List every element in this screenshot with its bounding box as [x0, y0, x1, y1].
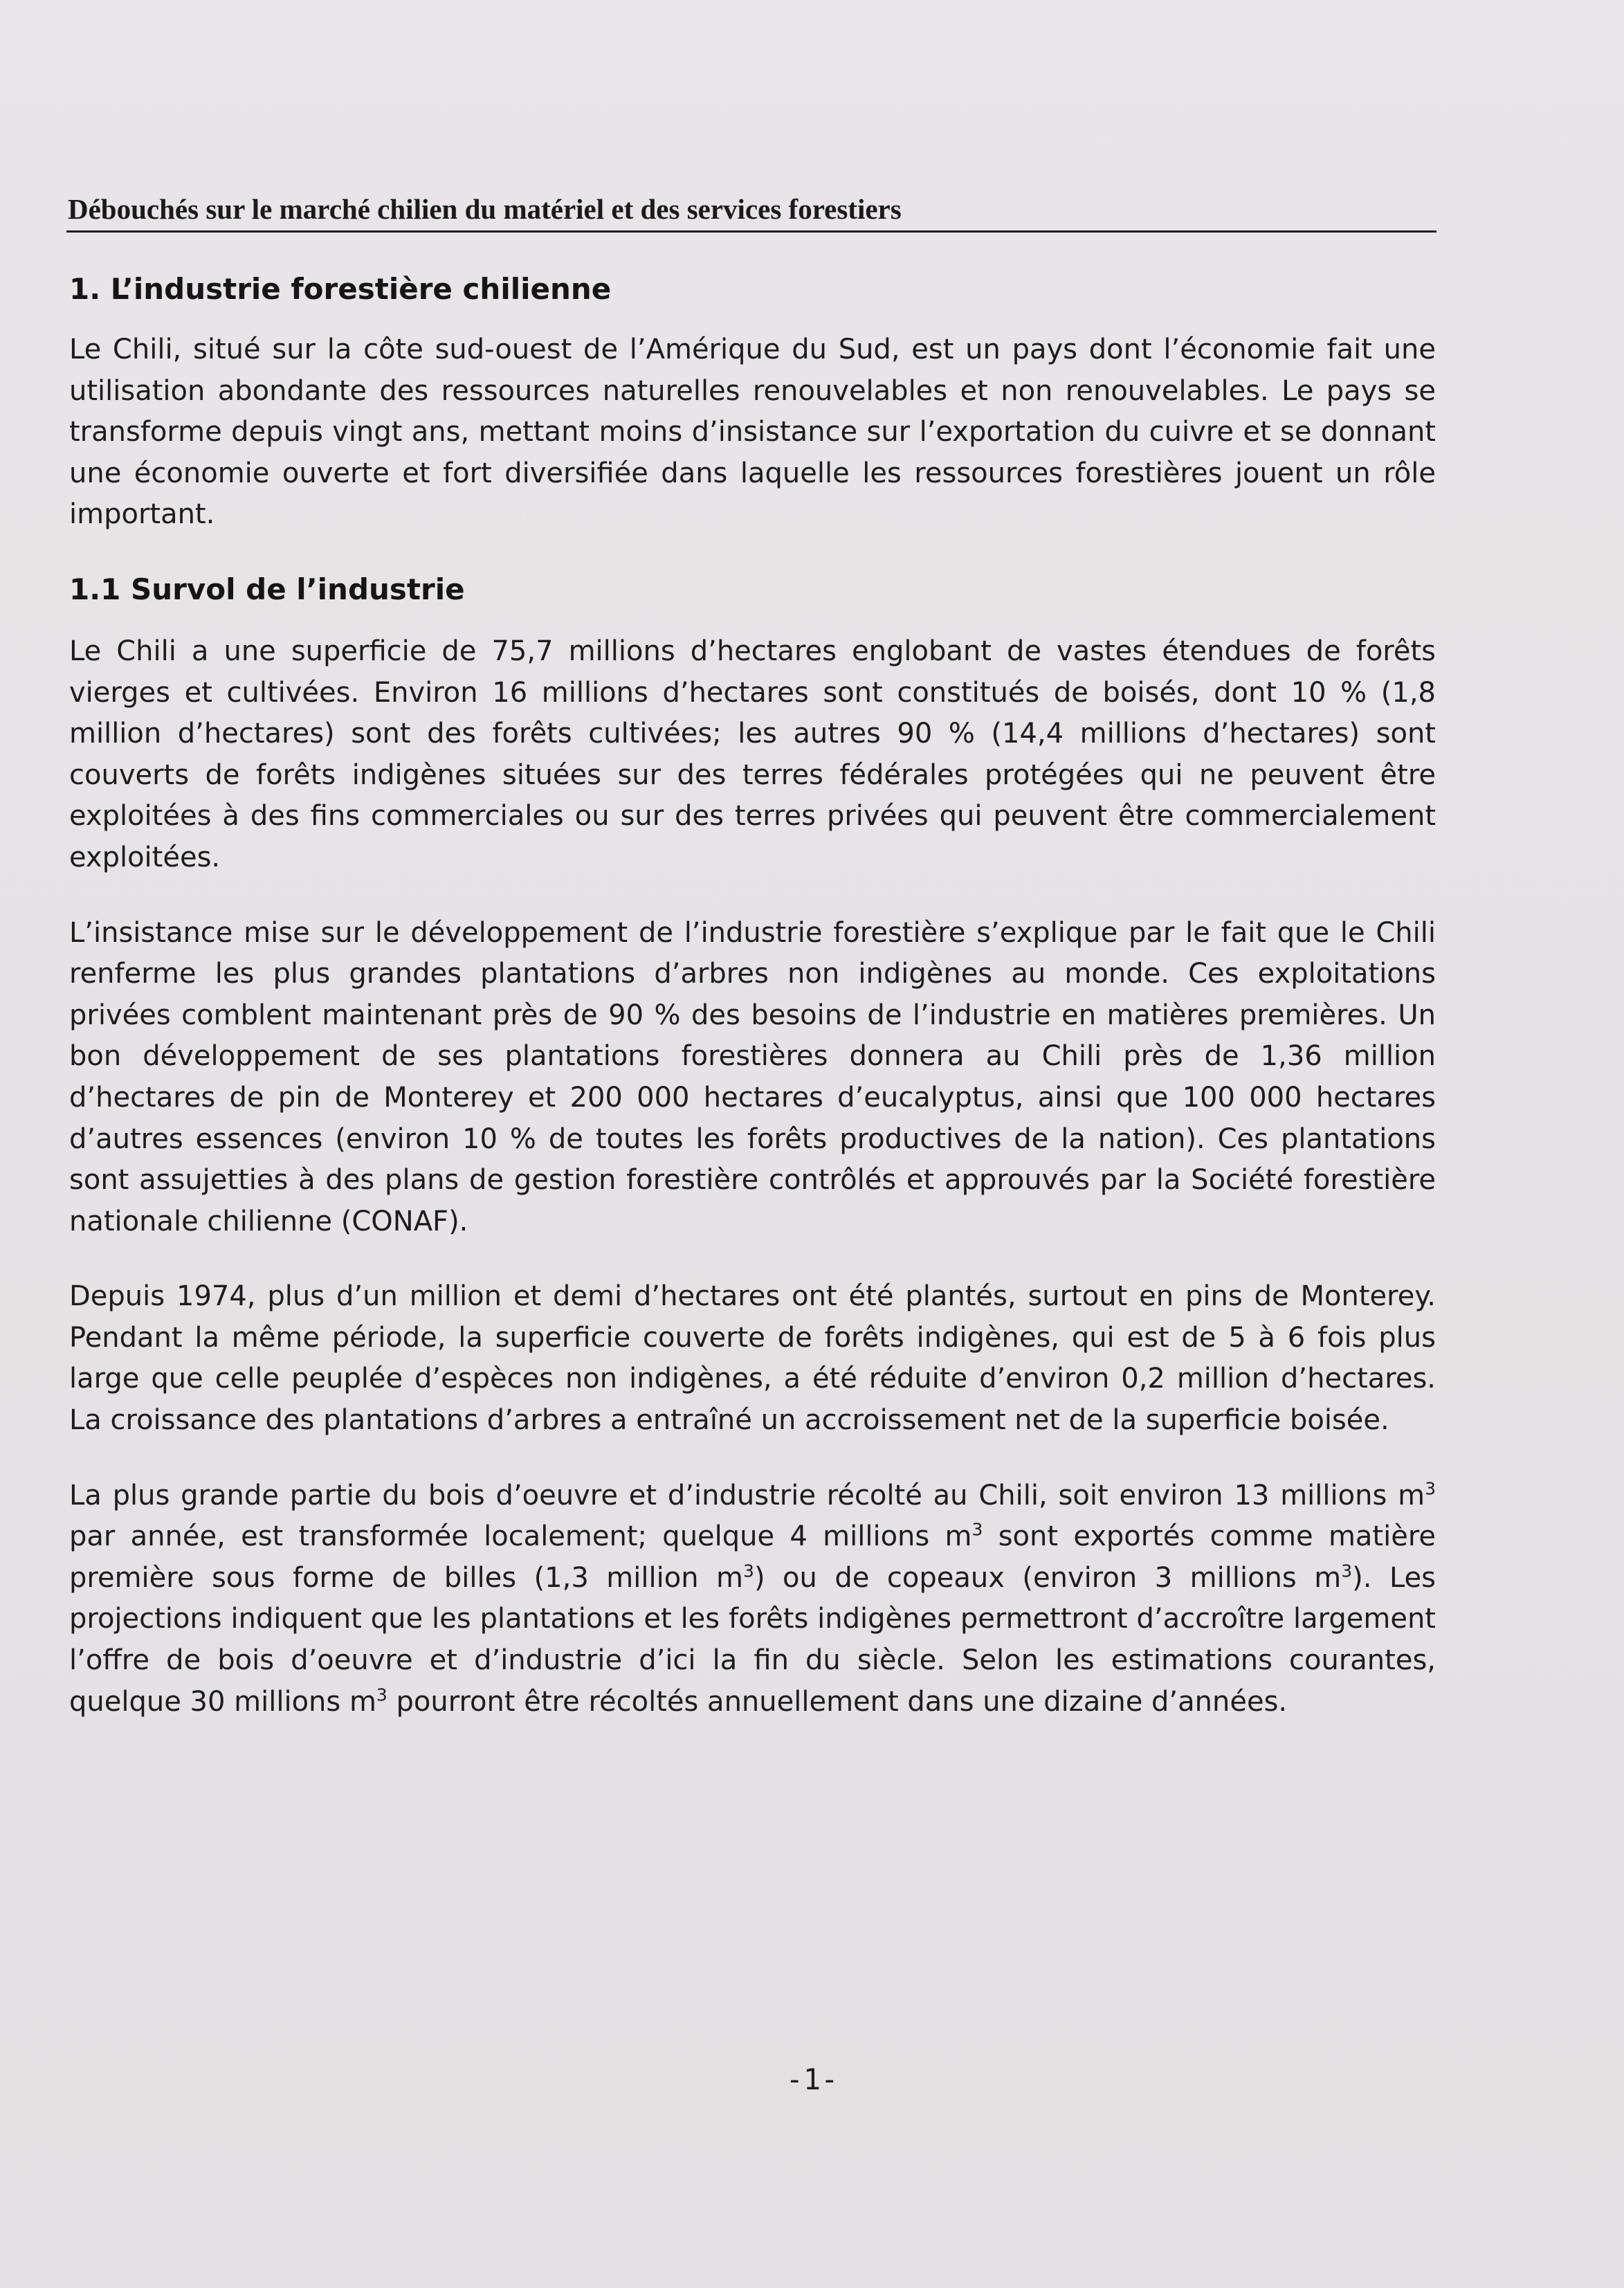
text-span: sont exportés comme matière première sous forme de billes (1,3 million m — [69, 1520, 1436, 1594]
text-span: La plus grande partie du bois d’oeuvre et d’industrie récolté au Chili, soit environ 13 millions m — [69, 1479, 1425, 1511]
paragraph-recolte — [69, 1476, 1436, 1723]
paragraph-depuis-1974: Depuis 1974, plus d’un million et demi d’hectares ont été plantés, surtout en pins de Monterey. Pendant la même période, la superficie couverte de forêts indigènes, qui est de 5 à 6 fois plus large que celle peuplée d’espèces non indigènes, a été réduite d’environ 0,2 million d’hectares. La croissance des plantations d’arbres a entraîné un accroissement net de la superficie boisée. — [69, 1280, 1436, 1437]
text-span: ) ou de copeaux (environ 3 millions m — [754, 1561, 1342, 1594]
subsection-title: 1.1 Survol de l’industrie — [69, 572, 465, 606]
text-span: ). Les projections indiquent que les plantations et les forêts indigènes permettront d’accroître largement l’offre de bois d’oeuvre et d’industrie d’ici la fin du siècle. Selon les estimations courantes, quelque 30 millions m — [69, 1561, 1436, 1718]
text-span: par année, est transformée localement; quelque 4 millions m — [69, 1520, 972, 1553]
page-number: -1- — [785, 2062, 839, 2096]
intro-paragraph: Le Chili, situé sur la côte sud-ouest de l’Amérique du Sud, est un pays dont l’économie fait une utilisation abondante des ressources naturelles renouvelables et non renouvelables. Le pays se transforme depuis vingt ans, mettant moins d’insistance sur l’exportation du cuivre et se donnant une économie ouverte et fort diversifiée dans laquelle les ressources forestières jouent un rôle important. — [69, 334, 1436, 531]
text-span: pourront être récoltés annuellement dans une dizaine d’années. — [387, 1685, 1288, 1718]
superscript: 3 — [743, 1561, 754, 1581]
superscript: 3 — [376, 1685, 387, 1705]
running-header: Débouchés sur le marché chilien du matériel et des services forestiers — [68, 193, 902, 225]
paragraph-insistance: L’insistance mise sur le développement de l’industrie forestière s’explique par le fait que le Chili renferme les plus grandes plantations d’arbres non indigènes au monde. Ces exploitations privées comblent maintenant près de 90 % des besoins de l’industrie en matières premières. Un bon développement de ses plantations forestières donnera au Chili près de 1,36 million d’hectares de pin de Monterey et 200 000 hectares d’eucalyptus, ainsi que 100 000 hectares d’autres essences (environ 10 % de toutes les forêts productives de la nation). Ces plantations sont assujetties à des plans de gestion forestière contrôlés et approuvés par la Société forestière nationale chilienne (CONAF). — [69, 916, 1436, 1237]
superscript: 3 — [1425, 1478, 1436, 1499]
paragraph-superficie: Le Chili a une superficie de 75,7 millions d’hectares englobant de vastes étendues de forêts vierges et cultivées. Environ 16 millions d’hectares sont constitués de boisés, dont 10 % (1,8 million d’hectares) sont des forêts cultivées; les autres 90 % (14,4 millions d’hectares) sont couverts de forêts indigènes situées sur des terres fédérales protégées qui ne peuvent être exploitées à des fins commerciales ou sur des terres privées qui peuvent être commercialement exploitées. — [69, 635, 1436, 873]
superscript: 3 — [971, 1519, 983, 1540]
header-rule — [66, 230, 1436, 233]
superscript: 3 — [1341, 1561, 1353, 1581]
section-title: 1. L’industrie forestière chilienne — [69, 272, 612, 306]
document-body — [69, 269, 1436, 1723]
